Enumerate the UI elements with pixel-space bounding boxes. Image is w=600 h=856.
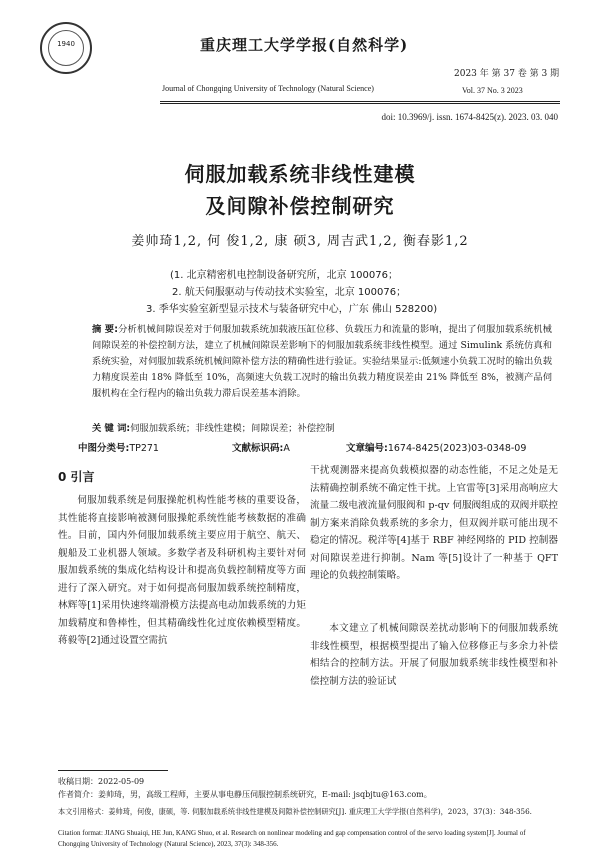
logo-year: 1940	[57, 40, 75, 48]
affiliation-1: (1. 北京精密机电控制设备研究所，北京 100076；	[170, 270, 398, 281]
keywords-text: 伺服加载系统；非线性建模；间隙误差；补偿控制	[130, 423, 335, 434]
authors: 姜帅琦1,2, 何 俊1,2, 康 硕3, 周吉武1,2, 衡春影1,2	[131, 234, 469, 249]
section-heading-introduction: 0 引言	[58, 470, 95, 484]
body-left-column: 伺服加载系统是伺服操舵机构性能考核的重要设备，其性能将直接影响被测伺服操舵系统性能考核数据的准确性。目前，国内外伺服加载系统主要应用于航空、航天、舰船及工业机器人领域。多数学者及科研机构主要针对伺服加载系统的集成化结构设计和提高负载控制精度等方面进行了深入研究。对于如何提高伺服加载系统控制精度，林辉等[1]采用快速终端滑模方法提高电动加载系统的力矩加载精度和鲁棒性，但其精确线性化过度依赖模型精度。蒋毅等[2]通过设置空需抗	[58, 495, 306, 646]
affiliation-3: 3. 季华实验室新型显示技术与装备研究中心，广东 佛山 528200)	[146, 304, 438, 315]
abstract	[92, 322, 552, 402]
abstract-label: 摘 要:	[92, 324, 118, 335]
document-code	[232, 440, 290, 454]
paper-title-line1: 伺服加载系统非线性建模	[184, 162, 416, 186]
journal-title-en: Journal of Chongqing University of Technology (Natural Science)	[162, 84, 374, 93]
doi: doi: 10.3969/j. issn. 1674-8425(z). 2023. 03. 040	[381, 112, 558, 122]
university-logo	[40, 22, 92, 74]
affiliation-2: 2. 航天伺服驱动与传动技术实验室，北京 100076；	[172, 287, 407, 298]
citation-en: Citation format: JIANG Shuaiqi, HE Jun, KANG Shuo, et al. Research on nonlinear modeling and gap compensation control of the servo loading system[J]. Journal of Chongqing University of Technology (Natural Science), 2023, 37(3): 348-356.	[58, 829, 526, 848]
clc-number	[78, 440, 159, 454]
header-rule-top	[160, 101, 560, 102]
volume-info-cn: 2023 年 第 37 卷 第 3 期	[454, 69, 560, 79]
header-rule-bottom	[160, 103, 560, 104]
received-date: 收稿日期：2022-05-09	[58, 777, 145, 786]
body-right-paragraph-2: 本文建立了机械间隙误差扰动影响下的伺服加载系统非线性模型，根据模型提出了输入位移修正与多余力补偿相结合的控制方法。开展了伺服加载系统非线性模型和补偿控制方法的验证试	[310, 623, 558, 687]
keywords-label: 关 键 词:	[92, 423, 131, 434]
article-number-label: 文章编号:	[346, 443, 388, 454]
clc-label: 中图分类号:	[78, 443, 130, 454]
citation-cn: 本文引用格式：姜帅琦，何俊，康硕，等. 伺服加载系统非线性建模及间隙补偿控制研究[J]. 重庆理工大学学报(自然科学)，2023，37(3)：348-356.	[58, 807, 532, 816]
article-number	[346, 440, 526, 454]
abstract-text: 分析机械间隙误差对于伺服加载系统加载液压缸位移、负载压力和流量的影响，提出了伺服加载系统机械间隙误差的补偿控制方法，建立了机械间隙误差影响下的伺服加载系统非线性模型。通过 Simulink 系统仿真和系统实验，对伺服加载系统机械间隙补偿方法的精确性进行验证。实验结果显示:低频速小负载工况时的输出负载力精度误差由 18% 降低至 10%，高频速大负载工况时的输出负载力精度误差由 21% 降低至 8%，被测产品伺服机构在全行程内的输出负载力滞后误差基本消除。	[92, 324, 552, 399]
volume-info-en: Vol. 37 No. 3 2023	[462, 86, 523, 95]
journal-title-cn: 重庆理工大学学报(自然科学)	[200, 36, 409, 54]
author-bio: 作者简介：姜帅琦，男，高级工程师，主要从事电静压伺服控制系统研究，E-mail: jsqbjtu@163.com。	[58, 790, 432, 799]
article-number-value: 1674-8425(2023)03-0348-09	[387, 443, 527, 454]
footnote-rule	[58, 770, 168, 771]
doc-code-value: A	[283, 443, 290, 454]
logo-inner-ring	[48, 30, 84, 66]
body-right-column: 干扰观测器来提高负载模拟器的动态性能，不足之处是无法精确控制系统不确定性干扰。上官雷等[3]采用高响应大流量二级电液流量伺服阀和 p-qv 伺服阀组成的双阀并联控制方案来消除负载系统的多余力，但双阀并联可能出现不稳定的情况。税洋等[4]基于 RBF 神经网络的 PID 控制器对间隙误差进行抑制。Nam 等[5]设计了一种基于 QFT 理论的负载控制策略。	[310, 465, 558, 581]
paper-title-line2: 及间隙补偿控制研究	[205, 194, 395, 218]
doc-code-label: 文献标识码:	[232, 443, 284, 454]
clc-value: TP271	[129, 443, 159, 454]
keywords	[92, 420, 552, 434]
